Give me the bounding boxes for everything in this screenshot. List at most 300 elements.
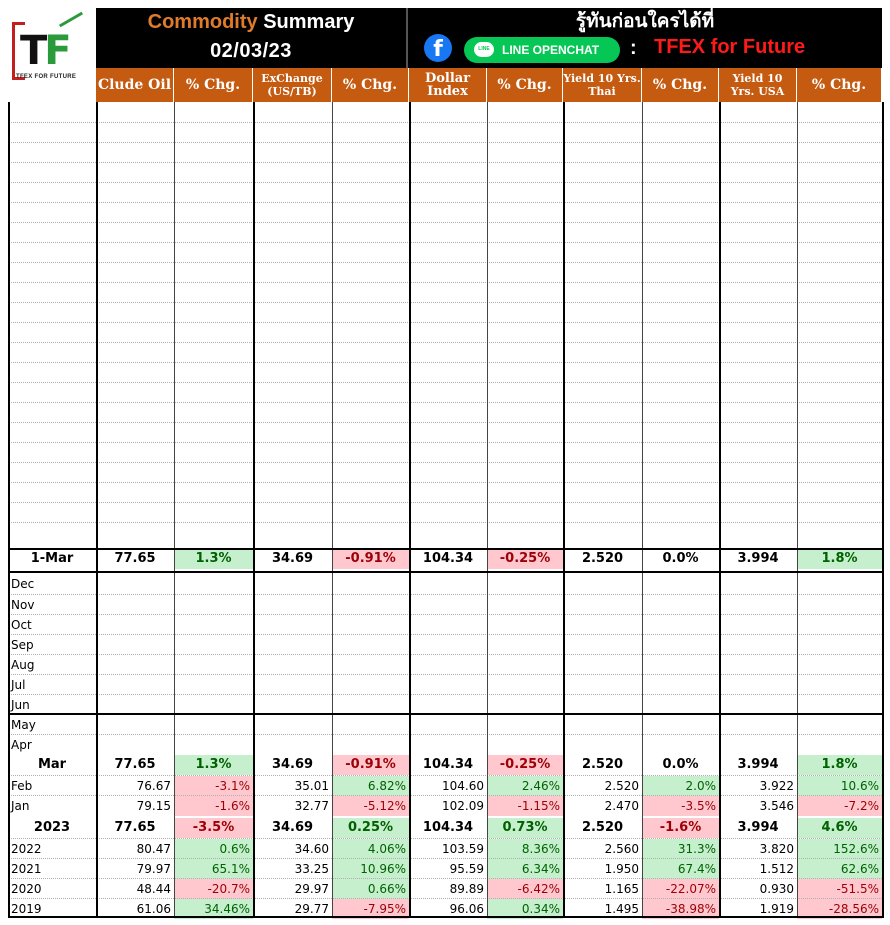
row-label bbox=[8, 123, 96, 143]
pct-change-cell: 62.6% bbox=[797, 859, 882, 879]
value-cell bbox=[253, 443, 332, 463]
value-cell: 33.25 bbox=[294, 862, 329, 876]
value-cell: 77.65 bbox=[114, 820, 156, 835]
pct-change-cell bbox=[797, 283, 882, 303]
empty-row bbox=[8, 122, 882, 143]
row-label: Jul bbox=[11, 678, 26, 692]
empty-row bbox=[8, 462, 882, 483]
value-cell bbox=[563, 655, 642, 675]
value-cell: 77.65 bbox=[114, 757, 156, 772]
column-header-0: Clude Oil bbox=[96, 68, 174, 102]
pct-change-cell bbox=[174, 323, 253, 343]
value-cell: 2.520 bbox=[581, 757, 624, 772]
pct-change-cell bbox=[332, 443, 409, 463]
value-cell bbox=[409, 463, 487, 483]
row-label bbox=[8, 102, 96, 122]
value-cell bbox=[563, 443, 642, 463]
value-cell bbox=[719, 243, 797, 263]
pct-change-cell bbox=[174, 263, 253, 283]
value-cell bbox=[409, 343, 487, 363]
value-cell bbox=[409, 243, 487, 263]
value-cell: 48.44 bbox=[136, 882, 171, 896]
value-cell: 96.06 bbox=[449, 902, 484, 916]
value-cell bbox=[719, 363, 797, 383]
value-cell bbox=[253, 283, 332, 303]
pct-change-cell bbox=[487, 183, 563, 203]
value-cell: 32.77 bbox=[294, 799, 329, 813]
pct-change-cell bbox=[642, 183, 719, 203]
pct-change-cell bbox=[487, 574, 563, 594]
month-row-empty bbox=[8, 694, 882, 715]
section-divider bbox=[8, 713, 882, 715]
pct-change-cell bbox=[332, 363, 409, 383]
pct-change-cell: 10.6% bbox=[797, 776, 882, 796]
year-row bbox=[8, 838, 882, 859]
pct-change-cell: 10.96% bbox=[332, 859, 409, 879]
value-cell bbox=[409, 523, 487, 543]
value-cell bbox=[409, 443, 487, 463]
pct-change-cell bbox=[332, 343, 409, 363]
pct-change-cell: 4.06% bbox=[332, 839, 409, 859]
value-cell bbox=[719, 635, 797, 655]
pct-change-cell bbox=[174, 203, 253, 223]
value-cell bbox=[563, 303, 642, 323]
pct-change-cell bbox=[797, 503, 882, 523]
row-label bbox=[8, 463, 96, 483]
daily-row bbox=[8, 549, 882, 569]
pct-change-cell bbox=[174, 403, 253, 423]
pct-change-cell bbox=[487, 423, 563, 443]
logo-letter-t: T bbox=[20, 28, 45, 74]
value-cell: 34.69 bbox=[271, 820, 314, 835]
pct-change-cell bbox=[797, 595, 882, 615]
pct-change-cell bbox=[797, 695, 882, 715]
value-cell bbox=[409, 735, 487, 755]
pct-change-cell: -0.91% bbox=[332, 755, 409, 775]
pct-change-cell bbox=[797, 483, 882, 503]
facebook-icon[interactable]: f bbox=[424, 34, 452, 62]
pct-change-cell bbox=[332, 595, 409, 615]
pct-change-cell bbox=[642, 263, 719, 283]
pct-change-cell: 34.46% bbox=[174, 899, 253, 919]
value-cell bbox=[719, 183, 797, 203]
value-cell bbox=[719, 383, 797, 403]
pct-change-cell bbox=[174, 675, 253, 695]
value-cell bbox=[253, 423, 332, 443]
pct-change-cell: 1.3% bbox=[174, 549, 253, 569]
column-divider bbox=[487, 102, 488, 918]
line-openchat-label: LINE OPENCHAT bbox=[502, 43, 600, 57]
row-label bbox=[8, 423, 96, 443]
value-cell bbox=[253, 223, 332, 243]
pct-change-cell bbox=[332, 283, 409, 303]
pct-change-cell bbox=[797, 343, 882, 363]
empty-row bbox=[8, 162, 882, 183]
pct-change-cell bbox=[797, 463, 882, 483]
value-cell bbox=[563, 574, 642, 594]
value-cell bbox=[563, 523, 642, 543]
value-cell bbox=[96, 303, 174, 323]
column-divider bbox=[253, 102, 255, 918]
value-cell: 3.994 bbox=[737, 757, 779, 772]
value-cell bbox=[96, 483, 174, 503]
pct-change-cell bbox=[487, 102, 563, 122]
value-cell bbox=[96, 183, 174, 203]
pct-change-cell bbox=[487, 303, 563, 323]
pct-change-cell bbox=[642, 675, 719, 695]
pct-change-cell bbox=[797, 403, 882, 423]
value-cell bbox=[96, 595, 174, 615]
section-divider bbox=[8, 548, 882, 550]
value-cell bbox=[409, 143, 487, 163]
pct-change-cell bbox=[797, 423, 882, 443]
row-label: Mar bbox=[37, 757, 67, 772]
value-cell bbox=[719, 655, 797, 675]
value-cell bbox=[409, 183, 487, 203]
month-row-empty bbox=[8, 574, 882, 594]
value-cell bbox=[719, 675, 797, 695]
tfex-logo bbox=[8, 8, 96, 100]
pct-change-cell bbox=[332, 635, 409, 655]
value-cell bbox=[563, 695, 642, 715]
value-cell bbox=[253, 143, 332, 163]
value-cell bbox=[563, 735, 642, 755]
pct-change-cell: 6.82% bbox=[332, 776, 409, 796]
column-header-1: % Chg. bbox=[174, 68, 253, 102]
value-cell bbox=[719, 735, 797, 755]
value-cell bbox=[719, 695, 797, 715]
value-cell bbox=[563, 183, 642, 203]
pct-change-cell bbox=[797, 655, 882, 675]
row-label bbox=[8, 343, 96, 363]
row-label bbox=[8, 203, 96, 223]
value-cell bbox=[409, 615, 487, 635]
value-cell bbox=[253, 523, 332, 543]
pct-change-cell bbox=[174, 163, 253, 183]
pct-change-cell bbox=[797, 183, 882, 203]
pct-change-cell: 1.3% bbox=[174, 755, 253, 775]
value-cell bbox=[719, 323, 797, 343]
pct-change-cell bbox=[642, 503, 719, 523]
line-icon: LINE bbox=[474, 42, 494, 57]
pct-change-cell bbox=[174, 574, 253, 594]
pct-change-cell bbox=[487, 655, 563, 675]
value-cell bbox=[253, 123, 332, 143]
row-label bbox=[8, 383, 96, 403]
value-cell bbox=[96, 675, 174, 695]
pct-change-cell: 67.4% bbox=[642, 859, 719, 879]
row-label bbox=[8, 283, 96, 303]
value-cell: 3.994 bbox=[737, 820, 779, 835]
value-cell bbox=[96, 715, 174, 735]
row-label bbox=[8, 403, 96, 423]
pct-change-cell bbox=[797, 243, 882, 263]
thai-slogan: รู้ทันก่อนใครได้ที่ bbox=[575, 10, 715, 32]
title-summary: Summary bbox=[263, 11, 355, 33]
value-cell bbox=[719, 163, 797, 183]
pct-change-cell bbox=[797, 163, 882, 183]
pct-change-cell bbox=[487, 635, 563, 655]
pct-change-cell bbox=[174, 523, 253, 543]
empty-row bbox=[8, 442, 882, 463]
pct-change-cell bbox=[487, 523, 563, 543]
value-cell bbox=[96, 143, 174, 163]
empty-row bbox=[8, 402, 882, 423]
pct-change-cell bbox=[332, 123, 409, 143]
value-cell: 1.919 bbox=[759, 902, 794, 916]
pct-change-cell bbox=[174, 615, 253, 635]
value-cell bbox=[253, 203, 332, 223]
value-cell: 34.69 bbox=[271, 757, 314, 772]
value-cell bbox=[563, 715, 642, 735]
value-cell bbox=[719, 283, 797, 303]
pct-change-cell bbox=[487, 363, 563, 383]
empty-row bbox=[8, 322, 882, 343]
pct-change-cell bbox=[174, 283, 253, 303]
value-cell bbox=[96, 403, 174, 423]
pct-change-cell bbox=[487, 735, 563, 755]
empty-row bbox=[8, 142, 882, 163]
pct-change-cell: -28.56% bbox=[797, 899, 882, 919]
value-cell bbox=[253, 303, 332, 323]
value-cell bbox=[719, 102, 797, 122]
pct-change-cell bbox=[487, 463, 563, 483]
value-cell: 79.15 bbox=[136, 799, 171, 813]
pct-change-cell bbox=[487, 595, 563, 615]
pct-change-cell bbox=[797, 263, 882, 283]
value-cell bbox=[719, 263, 797, 283]
month-row-empty bbox=[8, 594, 882, 615]
value-cell bbox=[253, 715, 332, 735]
pct-change-cell bbox=[332, 223, 409, 243]
pct-change-cell bbox=[487, 203, 563, 223]
row-label: Aug bbox=[11, 658, 35, 672]
pct-change-cell bbox=[174, 503, 253, 523]
pct-change-cell: -38.98% bbox=[642, 899, 719, 919]
header-colon: : bbox=[630, 37, 637, 59]
pct-change-cell: -3.1% bbox=[174, 776, 253, 796]
pct-change-cell: -0.25% bbox=[487, 549, 563, 569]
value-cell: 3.994 bbox=[737, 551, 779, 566]
month-row-empty bbox=[8, 674, 882, 695]
value-cell bbox=[719, 223, 797, 243]
value-cell bbox=[563, 383, 642, 403]
pct-change-cell bbox=[174, 735, 253, 755]
row-label: 2021 bbox=[11, 862, 42, 876]
value-cell bbox=[253, 383, 332, 403]
empty-row bbox=[8, 102, 882, 122]
month-row bbox=[8, 755, 882, 775]
pct-change-cell bbox=[642, 635, 719, 655]
column-header-4: Dollar Index bbox=[409, 68, 487, 102]
pct-change-cell bbox=[642, 483, 719, 503]
value-cell bbox=[96, 343, 174, 363]
pct-change-cell: -1.6% bbox=[642, 818, 719, 838]
pct-change-cell bbox=[487, 675, 563, 695]
value-cell: 1.512 bbox=[759, 862, 794, 876]
logo-arrow-icon bbox=[59, 12, 83, 28]
row-label: May bbox=[11, 718, 36, 732]
pct-change-cell bbox=[332, 523, 409, 543]
value-cell: 2.520 bbox=[581, 820, 624, 835]
pct-change-cell: 4.6% bbox=[797, 818, 882, 838]
value-cell bbox=[96, 574, 174, 594]
column-divider bbox=[642, 102, 643, 918]
value-cell bbox=[719, 615, 797, 635]
pct-change-cell bbox=[642, 615, 719, 635]
value-cell: 104.34 bbox=[422, 551, 474, 566]
row-label bbox=[8, 163, 96, 183]
value-cell bbox=[563, 503, 642, 523]
pct-change-cell bbox=[487, 403, 563, 423]
pct-change-cell: -3.5% bbox=[174, 818, 253, 838]
pct-change-cell bbox=[332, 163, 409, 183]
value-cell: 0.930 bbox=[759, 882, 794, 896]
column-divider bbox=[563, 102, 565, 918]
value-cell bbox=[253, 263, 332, 283]
value-cell bbox=[563, 283, 642, 303]
pct-change-cell bbox=[797, 303, 882, 323]
pct-change-cell bbox=[797, 383, 882, 403]
pct-change-cell bbox=[487, 163, 563, 183]
value-cell bbox=[719, 503, 797, 523]
value-cell bbox=[409, 675, 487, 695]
pct-change-cell bbox=[332, 243, 409, 263]
row-label: Apr bbox=[11, 738, 32, 752]
pct-change-cell bbox=[332, 303, 409, 323]
value-cell bbox=[563, 243, 642, 263]
row-label: Jun bbox=[11, 698, 30, 712]
row-label: 2022 bbox=[11, 842, 42, 856]
value-cell: 104.34 bbox=[422, 820, 474, 835]
month-row bbox=[8, 775, 882, 796]
row-label bbox=[8, 183, 96, 203]
row-label: Feb bbox=[11, 779, 33, 793]
pct-change-cell bbox=[174, 635, 253, 655]
pct-change-cell bbox=[487, 283, 563, 303]
pct-change-cell: -6.42% bbox=[487, 879, 563, 899]
pct-change-cell bbox=[174, 383, 253, 403]
value-cell bbox=[409, 574, 487, 594]
value-cell bbox=[563, 203, 642, 223]
empty-row bbox=[8, 382, 882, 403]
value-cell bbox=[563, 635, 642, 655]
column-header-7: % Chg. bbox=[642, 68, 719, 102]
row-label: 2023 bbox=[33, 820, 71, 835]
month-row-empty bbox=[8, 634, 882, 655]
pct-change-cell: -1.6% bbox=[174, 796, 253, 816]
pct-change-cell: 0.6% bbox=[174, 839, 253, 859]
value-cell bbox=[253, 735, 332, 755]
pct-change-cell bbox=[174, 223, 253, 243]
row-label bbox=[8, 323, 96, 343]
empty-row bbox=[8, 202, 882, 223]
column-divider bbox=[332, 102, 333, 918]
pct-change-cell bbox=[332, 423, 409, 443]
pct-change-cell bbox=[174, 183, 253, 203]
value-cell bbox=[409, 655, 487, 675]
value-cell bbox=[719, 203, 797, 223]
value-cell bbox=[409, 283, 487, 303]
column-header-3: % Chg. bbox=[332, 68, 409, 102]
column-divider bbox=[174, 102, 175, 918]
value-cell: 29.77 bbox=[294, 902, 329, 916]
row-label bbox=[8, 303, 96, 323]
value-cell bbox=[253, 323, 332, 343]
value-cell bbox=[96, 655, 174, 675]
month-row-empty bbox=[8, 734, 882, 755]
pct-change-cell: 0.34% bbox=[487, 899, 563, 919]
value-cell bbox=[253, 635, 332, 655]
pct-change-cell bbox=[487, 503, 563, 523]
value-cell bbox=[409, 383, 487, 403]
value-cell: 1.495 bbox=[604, 902, 639, 916]
value-cell bbox=[563, 163, 642, 183]
value-cell bbox=[563, 483, 642, 503]
empty-row bbox=[8, 302, 882, 323]
pct-change-cell: 65.1% bbox=[174, 859, 253, 879]
value-cell bbox=[719, 443, 797, 463]
pct-change-cell bbox=[174, 102, 253, 122]
value-cell: 34.69 bbox=[271, 551, 314, 566]
value-cell bbox=[409, 203, 487, 223]
pct-change-cell: 6.34% bbox=[487, 859, 563, 879]
pct-change-cell bbox=[642, 403, 719, 423]
row-label: 2019 bbox=[11, 902, 42, 916]
value-cell bbox=[253, 403, 332, 423]
value-cell bbox=[96, 383, 174, 403]
empty-row bbox=[8, 222, 882, 243]
value-cell bbox=[563, 363, 642, 383]
column-divider bbox=[409, 102, 411, 918]
pct-change-cell bbox=[487, 123, 563, 143]
row-label: 1-Mar bbox=[30, 551, 74, 566]
pct-change-cell bbox=[797, 574, 882, 594]
value-cell bbox=[719, 423, 797, 443]
pct-change-cell: 0.66% bbox=[332, 879, 409, 899]
pct-change-cell: -5.12% bbox=[332, 796, 409, 816]
title-commodity: Commodity bbox=[147, 11, 258, 33]
column-header-9: % Chg. bbox=[797, 68, 882, 102]
value-cell bbox=[409, 695, 487, 715]
pct-change-cell bbox=[174, 655, 253, 675]
row-label: 2020 bbox=[11, 882, 42, 896]
report-date: 02/03/23 bbox=[210, 40, 292, 62]
row-label bbox=[8, 243, 96, 263]
pct-change-cell bbox=[642, 303, 719, 323]
pct-change-cell bbox=[332, 695, 409, 715]
pct-change-cell: -7.2% bbox=[797, 796, 882, 816]
value-cell bbox=[563, 323, 642, 343]
value-cell bbox=[96, 523, 174, 543]
pct-change-cell: -0.25% bbox=[487, 755, 563, 775]
pct-change-cell bbox=[487, 143, 563, 163]
value-cell bbox=[253, 483, 332, 503]
line-openchat-button[interactable] bbox=[464, 37, 620, 63]
pct-change-cell bbox=[642, 203, 719, 223]
column-divider bbox=[882, 102, 884, 918]
value-cell bbox=[253, 695, 332, 715]
value-cell bbox=[96, 323, 174, 343]
value-cell bbox=[409, 423, 487, 443]
row-label bbox=[8, 523, 96, 543]
pct-change-cell: 1.8% bbox=[797, 755, 882, 775]
value-cell bbox=[96, 263, 174, 283]
month-row-empty bbox=[8, 614, 882, 635]
value-cell: 3.922 bbox=[759, 779, 794, 793]
pct-change-cell bbox=[174, 595, 253, 615]
section-divider bbox=[8, 571, 882, 573]
